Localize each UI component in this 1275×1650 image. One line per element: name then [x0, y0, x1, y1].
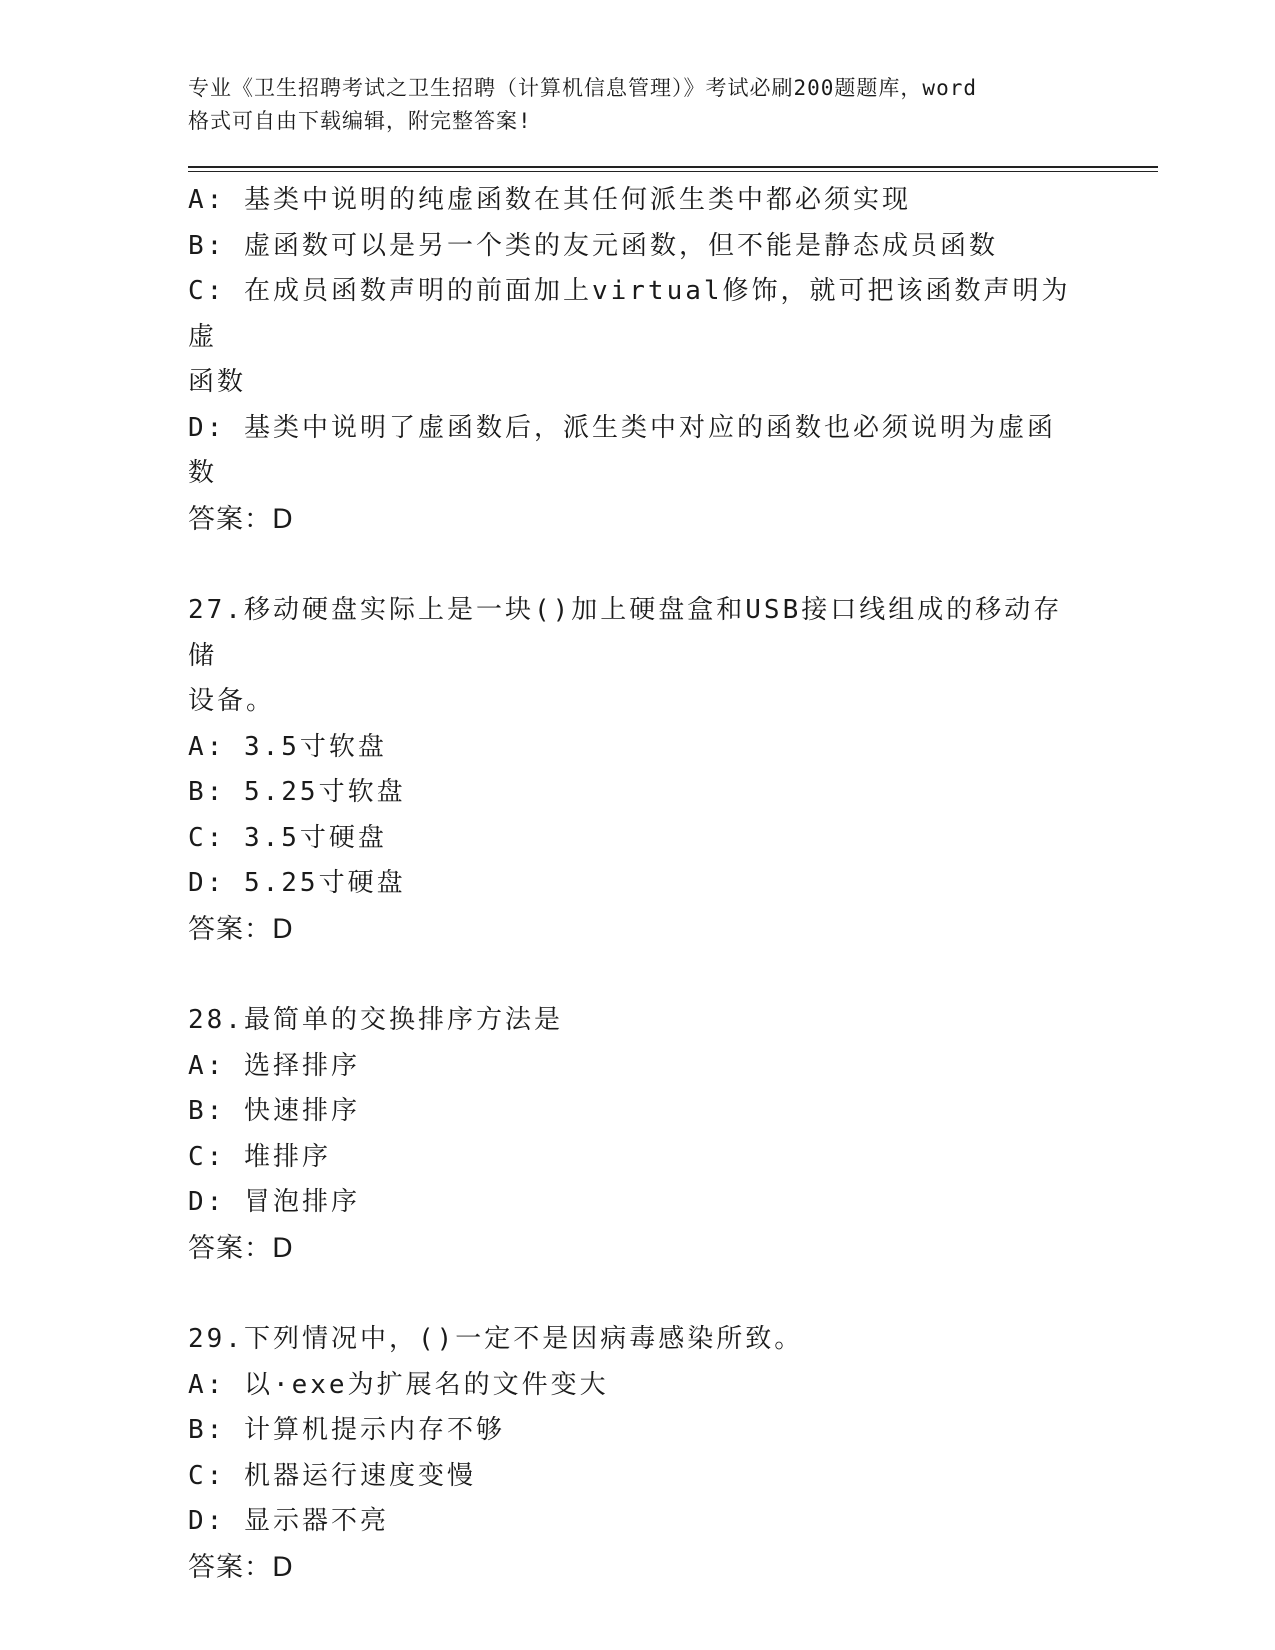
question-stem: 27.移动硬盘实际上是一块()加上硬盘盒和USB接口线组成的移动存储: [188, 595, 1063, 671]
option-b: B: 快速排序: [188, 1096, 360, 1126]
answer: 答案：D: [188, 503, 294, 535]
header-line-2: 格式可自由下载编辑，附完整答案!: [188, 109, 532, 133]
document-header: [188, 72, 1088, 138]
option-d: D: 5.25寸硬盘: [188, 868, 406, 898]
answer: 答案：D: [188, 913, 294, 945]
question-stem-continued: 设备。: [188, 686, 276, 716]
option-c: C: 3.5寸硬盘: [188, 822, 387, 853]
option-c: C: 在成员函数声明的前面加上virtual修饰，就可把该函数声明为虚: [188, 276, 1071, 352]
option-d: D: 冒泡排序: [188, 1187, 360, 1217]
question-27: [188, 588, 1078, 952]
question-28: [188, 998, 1078, 1271]
header-divider: [188, 166, 1158, 172]
question-stem: 28.最简单的交换排序方法是: [188, 1005, 563, 1035]
question-26: [188, 178, 1078, 542]
document-page: [188, 72, 1158, 1590]
question-29: [188, 1317, 1078, 1590]
header-line-1: 专业《卫生招聘考试之卫生招聘（计算机信息管理）》考试必刷200题题库，word: [188, 76, 977, 100]
option-b: B: 计算机提示内存不够: [188, 1415, 505, 1445]
option-c: C: 机器运行速度变慢: [188, 1460, 476, 1491]
option-a: A: 选择排序: [188, 1050, 360, 1081]
option-d: D: 基类中说明了虚函数后，派生类中对应的函数也必须说明为虚函数: [188, 412, 1056, 488]
option-c: C: 堆排序: [188, 1141, 331, 1172]
option-a: A: 基类中说明的纯虚函数在其任何派生类中都必须实现: [188, 185, 911, 215]
option-b: B: 虚函数可以是另一个类的友元函数，但不能是静态成员函数: [188, 230, 998, 261]
answer: 答案：D: [188, 1551, 294, 1583]
option-a: A: 以·exe为扩展名的文件变大: [188, 1369, 609, 1400]
option-b: B: 5.25寸软盘: [188, 777, 406, 807]
option-a: A: 3.5寸软盘: [188, 731, 387, 762]
question-stem: 29.下列情况中，()一定不是因病毒感染所致。: [188, 1324, 804, 1354]
answer: 答案：D: [188, 1232, 294, 1264]
option-c-continued: 函数: [188, 367, 247, 397]
option-d: D: 显示器不亮: [188, 1506, 389, 1536]
